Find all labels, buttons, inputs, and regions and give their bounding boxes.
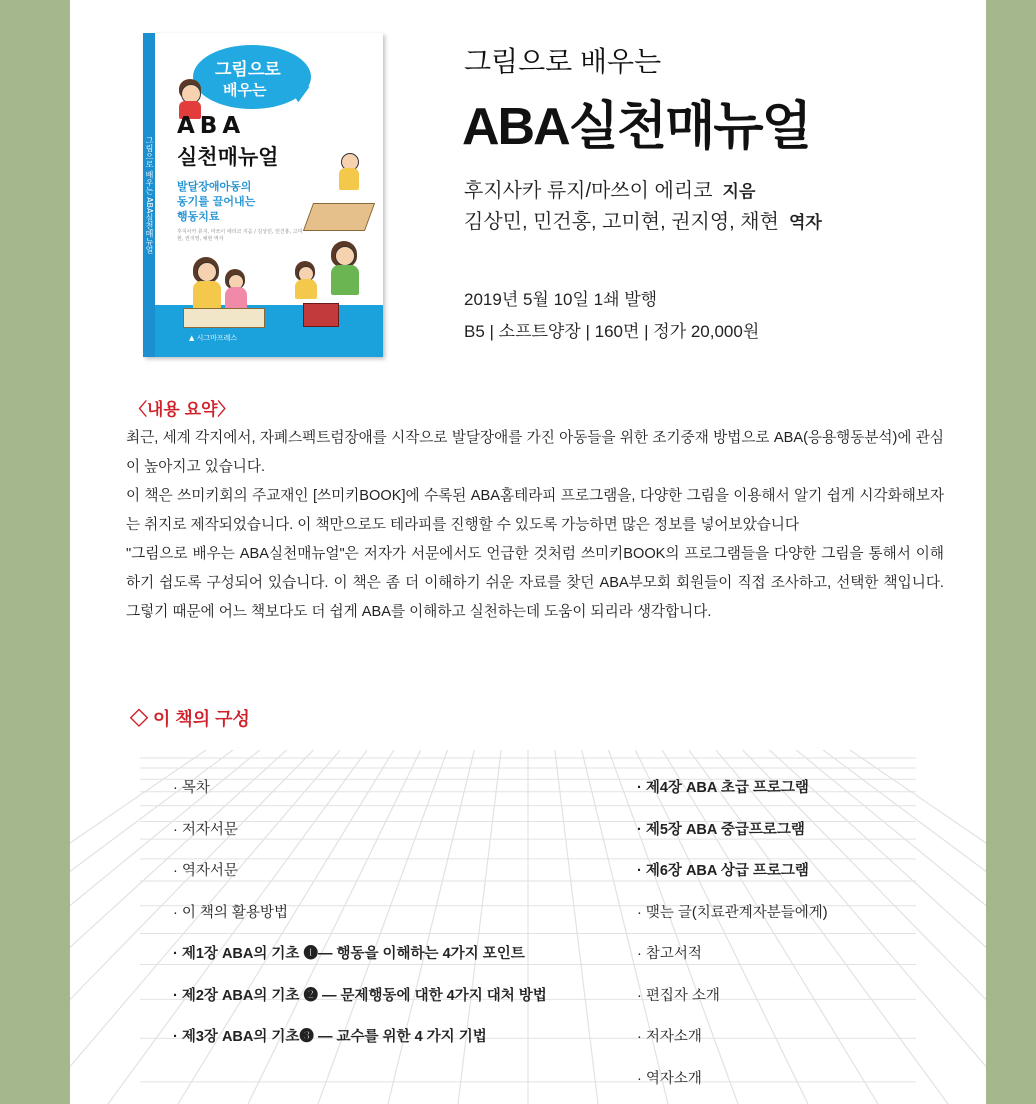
toc-item-left-2: · 저자서문 [173,821,238,838]
authors-names: 후지사카 류지/마쓰이 에리코 [464,180,713,202]
toc-item-right-4: · 맺는 글(치료관계자분들에게) [637,904,828,921]
toc-item-left-3: · 역자서문 [173,863,238,879]
cover-meta-text: 후지사카 류지, 마쓰이 에리코 지음 / 김상민, 민건홍, 고미현, 권지영, 채현 역자 [177,229,303,242]
cover-red-table-illustration [303,303,339,327]
book-cover-image [143,33,383,357]
toc-item-left-4: · 이 책의 활용방법 [173,904,288,921]
summary-paragraph: "그림으로 배우는 ABA실천매뉴얼"은 저자가 서문에서도 언급한 것처럼 쓰미키BOOK의 프로그램들을 다양한 그림을 통해서 이해하기 쉽도록 구성되어 있습니다. 이 책은 좀 더 이해하기 쉬운 자료를 찾던 ABA부모회 회원들이 직접 조사하고, 선택한 책입니다. 그렇기 때문에 어느 책보다도 더 쉽게 ABA를 이해하고 실천하는데 도움이 되리라 생각합니다. [126,546,944,620]
toc-right-column [637,768,828,1100]
cover-bubble-line2: 배우는 [223,81,267,99]
credits [464,176,822,238]
toc-item-left-7: · 제3장 ABA의 기초❸ ― 교수를 위한 4 가지 기법 [173,1029,487,1045]
cover-title-line2: 실천매뉴얼 [177,145,279,169]
cover-title-line1: ABA [177,113,246,139]
cover-publisher-logo: ▲ 시그마프레스 [189,334,238,342]
toc-item-right-6: · 편집자 소개 [637,987,720,1004]
cover-child2-illustration [225,269,247,313]
toc-item-right-3: · 제6장 ABA 상급 프로그램 [637,863,809,879]
toc-item-left-5: · 제1장 ABA의 기초 ❶― 행동을 이해하는 4가지 포인트 [173,946,525,962]
cover-bubble-line1: 그림으로 [215,60,281,80]
cover-desk-illustration [303,203,375,231]
cover-child-illustration [339,153,359,193]
summary-body [126,424,944,627]
authors-role: 지음 [722,182,756,201]
toc-item-right-7: · 저자소개 [637,1029,702,1045]
toc-item-right-2: · 제5장 ABA 중급프로그램 [637,821,805,838]
toc-item-left-1: · 목차 [173,780,210,796]
cover-spine: 그림으로 배우는 ABA실천매뉴얼 [143,33,155,357]
book-specs: B5 | 소프트양장 | 160면 | 정가 20,000원 [464,322,760,341]
cover-speech-bubble [193,45,311,109]
toc-item-right-5: · 참고서적 [637,946,702,962]
summary-heading: 〈내용 요약〉 [130,400,235,419]
toc-item-right-8: · 역자소개 [637,1070,702,1087]
toc-item-right-1: · 제4장 ABA 초급 프로그램 [637,780,809,796]
authors-line [464,176,822,207]
cover-child3-illustration [295,261,317,305]
cover-teacher-illustration [331,241,359,301]
toc-heading: ◇ 이 책의 구성 [130,709,250,729]
publish-date: 2019년 5월 10일 1쇄 발행 [464,290,658,309]
page [70,0,986,1104]
cover-table-illustration [183,308,265,328]
translators-role: 역자 [788,213,822,232]
summary-paragraph: 최근, 세계 각지에서, 자폐스펙트럼장애를 시작으로 발달장애를 가진 아동들을 위한 조기중재 방법으로 ABA(응용행동분석)에 관심이 높아지고 있습니다. [126,430,944,475]
translators-names: 김상민, 민건홍, 고미현, 권지영, 채현 [464,211,779,233]
toc-item-left-6: · 제2장 ABA의 기초 ❷ ― 문제행동에 대한 4가지 대처 방법 [173,987,547,1004]
summary-paragraph: 이 책은 쓰미키회의 주교재인 [쓰미키BOOK]에 수록된 ABA홈테라피 프로그램을, 다양한 그림을 이용해서 알기 쉽게 시각화해보자는 취지로 제작되었습니다. 이 책만으로도 테라피를 진행할 수 있도록 가능하면 많은 정보를 넣어보았습니다 [126,488,944,533]
book-title-main: ABA실천매뉴얼 [462,98,810,156]
cover-subtitle: 발달장애아동의 동기를 끌어내는 행동치료 [177,180,256,223]
book-title-small: 그림으로 배우는 [464,46,662,77]
cover-mother-illustration [193,257,221,313]
translators-line [464,207,822,238]
toc-left-column [173,768,547,1059]
publication-info [464,284,759,348]
